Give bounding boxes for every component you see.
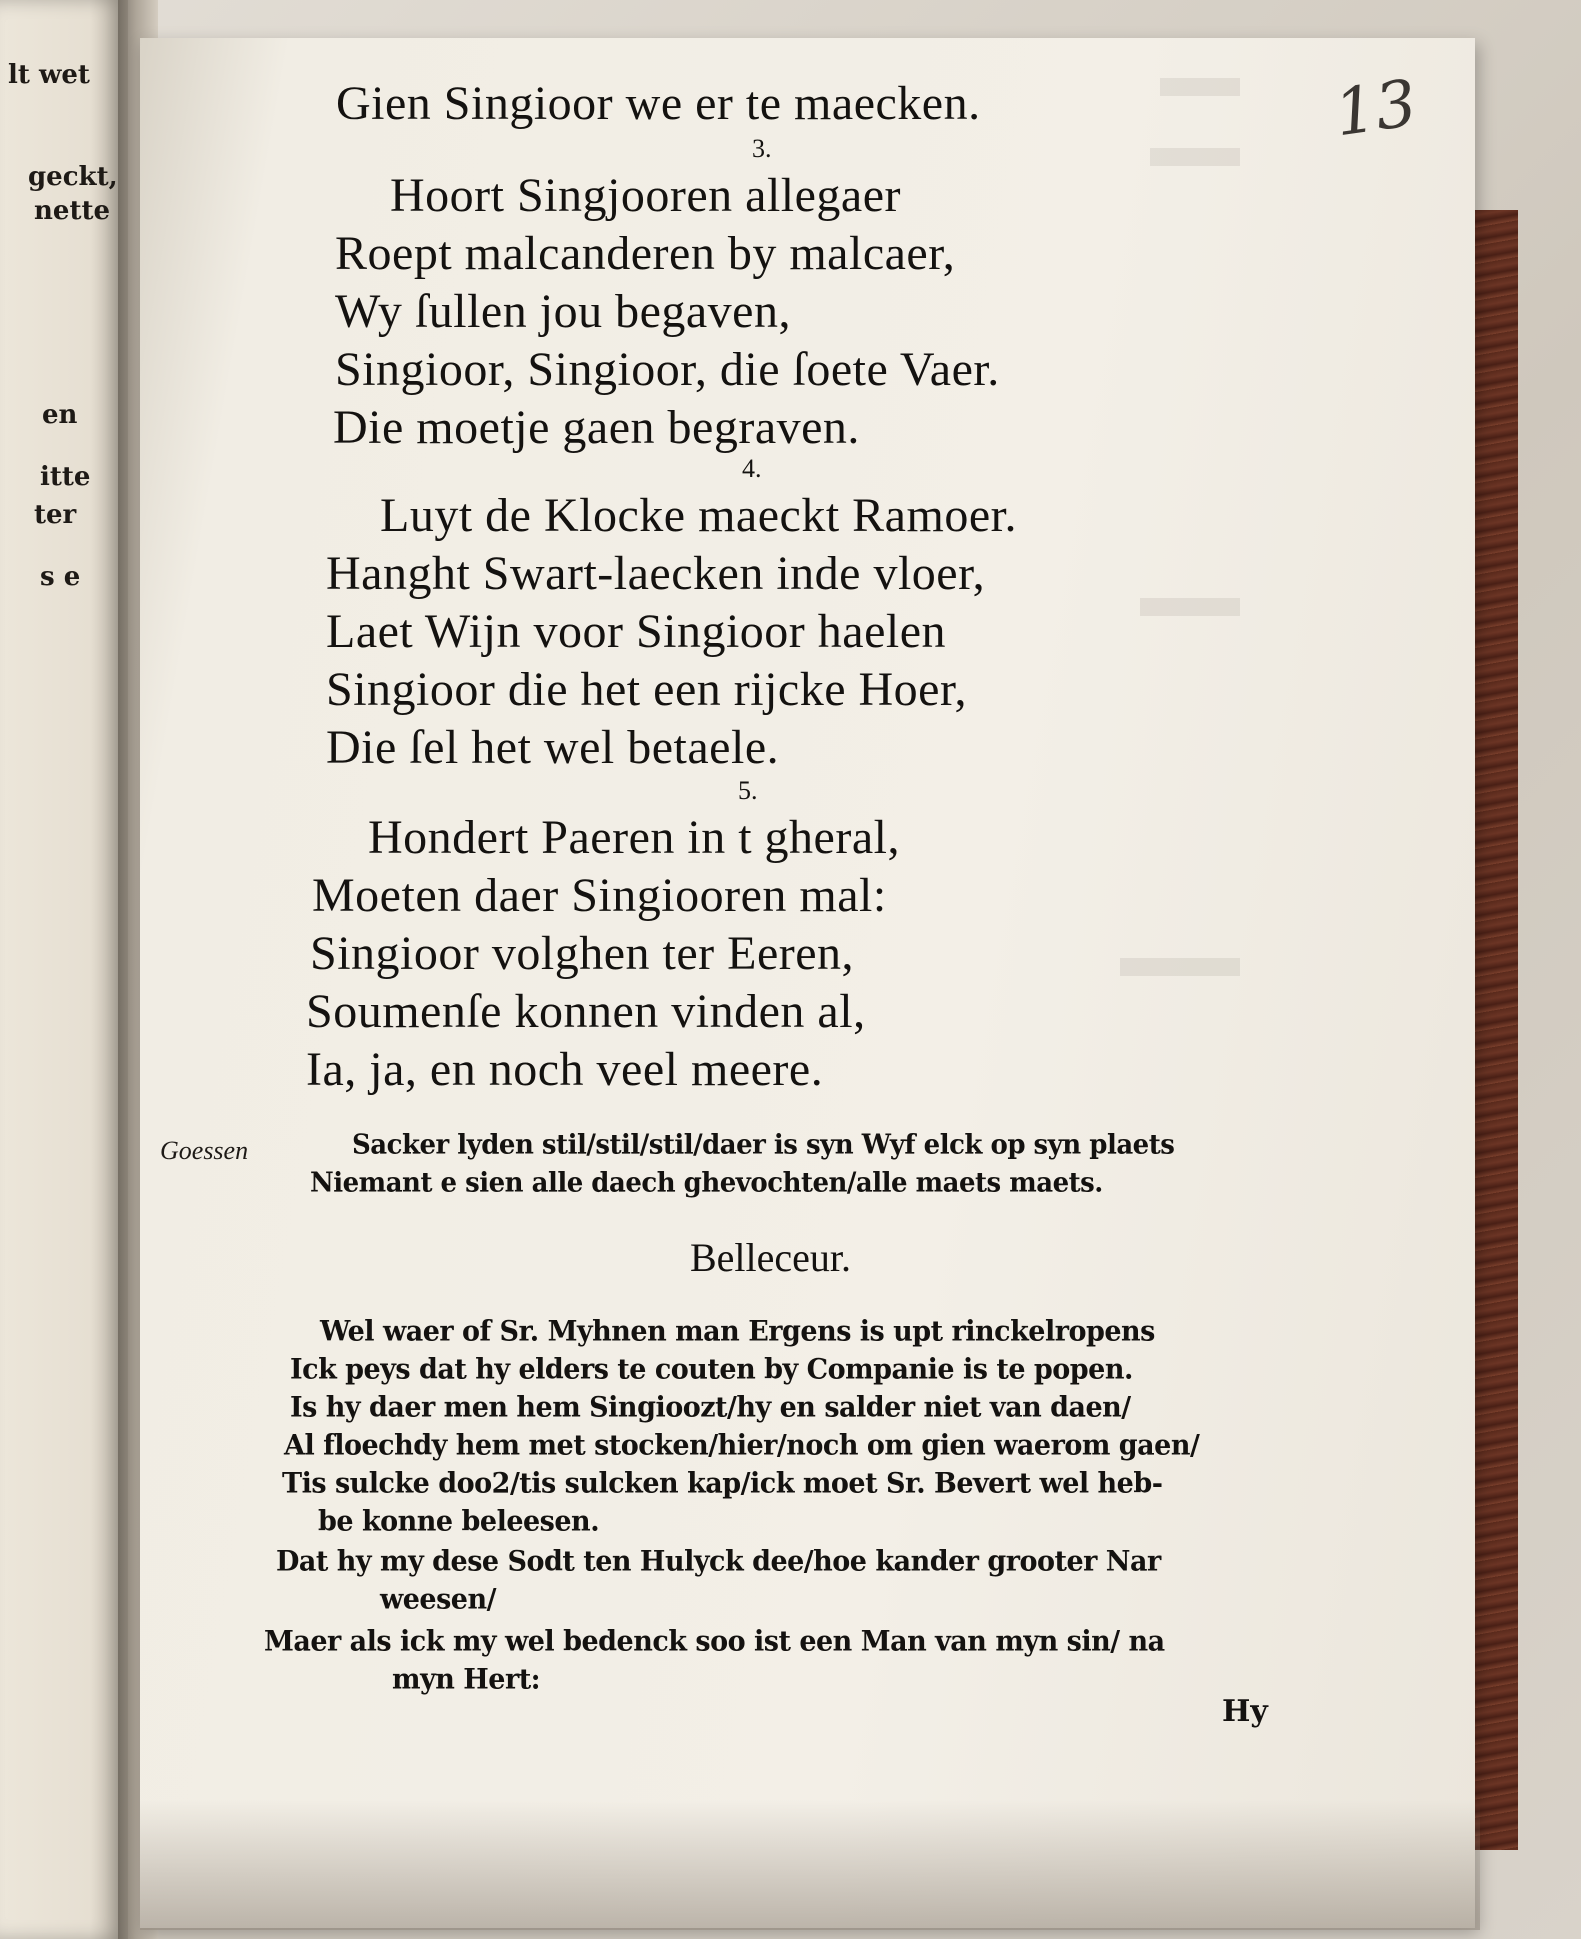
speech-line: Maer als ick my wel bedenck soo ist een Man van myn sin/ na bbox=[264, 1625, 1165, 1658]
show-through-smudge bbox=[1140, 598, 1240, 616]
speech-line: Niemant e sien alle daech ghevochten/alle maets maets. bbox=[310, 1167, 1103, 1199]
speech-line: Sacker lyden stil/stil/stil/daer is syn Wyf elck op syn plaets bbox=[352, 1129, 1175, 1161]
verse-line: Luyt de Klocke maeckt Ramoer. bbox=[380, 489, 1017, 542]
speech-line: weesen/ bbox=[380, 1583, 496, 1616]
speaker-heading: Belleceur. bbox=[690, 1235, 852, 1280]
verse-line: Singioor volghen ter Eeren, bbox=[310, 927, 855, 980]
show-through-smudge bbox=[1120, 958, 1240, 976]
verse-line: Hanght Swart-laecken inde vloer, bbox=[326, 547, 986, 600]
show-through-smudge bbox=[1150, 148, 1240, 166]
stanza-number: 3. bbox=[752, 134, 772, 163]
speaker-name: Goessen bbox=[160, 1136, 249, 1165]
left-facing-page bbox=[0, 0, 128, 1939]
speech-line: Wel waer of Sr. Myhnen man Ergens is upt rinckelropens bbox=[320, 1315, 1155, 1348]
catchword: Hy bbox=[1222, 1694, 1268, 1729]
speech-line: Al floechdy hem met stocken/hier/noch om gien waerom gaen/ bbox=[284, 1429, 1200, 1462]
verse-line: Die ſel het wel betaele. bbox=[326, 721, 780, 774]
stanza-number: 4. bbox=[742, 454, 762, 483]
opening-line: Gien Singioor we er te maecken. bbox=[336, 77, 981, 130]
verse-line: Soumenſe konnen vinden al, bbox=[306, 985, 866, 1038]
verse-line: Wy ſullen jou begaven, bbox=[335, 285, 791, 338]
leather-cover-edge bbox=[1468, 210, 1518, 1850]
stanza-number: 5. bbox=[738, 776, 758, 805]
page-bottom-shadow bbox=[140, 1800, 1480, 1930]
speech-line: Ick peys dat hy elders te couten by Companie is te popen. bbox=[290, 1353, 1133, 1386]
speech-line: Is hy daer men hem Singioozt/hy en salder niet van daen/ bbox=[290, 1391, 1131, 1424]
left-page-fragment: ter bbox=[34, 500, 77, 530]
verse-line: Die moetje gaen begraven. bbox=[333, 401, 860, 454]
left-page-fragment: itte bbox=[40, 462, 91, 492]
speech-line: Dat hy my dese Sodt ten Hulyck dee/hoe kander grooter Nar bbox=[276, 1545, 1161, 1578]
speech-line: myn Hert: bbox=[392, 1663, 541, 1696]
verse-line: Moeten daer Singiooren mal: bbox=[312, 869, 887, 922]
speech-line: Tis sulcke doo2/tis sulcken kap/ick moet Sr. Bevert wel heb- bbox=[282, 1467, 1163, 1500]
show-through-smudge bbox=[1160, 78, 1240, 96]
verse-line: Ia, ja, en noch veel meere. bbox=[306, 1043, 824, 1096]
verse-line: Hondert Paeren in t gheral, bbox=[368, 811, 900, 864]
left-page-fragment: geckt, bbox=[28, 162, 118, 192]
verse-line: Singioor, Singioor, die ſoete Vaer. bbox=[335, 343, 1000, 396]
left-page-fragment: nette bbox=[34, 196, 111, 226]
speech-line: be konne beleesen. bbox=[318, 1505, 600, 1538]
verse-line: Laet Wijn voor Singioor haelen bbox=[326, 605, 947, 658]
left-page-fragment: en bbox=[42, 400, 78, 430]
verse-line: Singioor die het een rijcke Hoer, bbox=[326, 663, 968, 716]
left-page-fragment: lt wet bbox=[8, 60, 90, 90]
page-number: 13 bbox=[1330, 66, 1422, 152]
left-page-fragment: s e bbox=[40, 562, 81, 592]
verse-line: Roept malcanderen by malcaer, bbox=[335, 227, 956, 280]
verse-line: Hoort Singjooren allegaer bbox=[390, 169, 902, 222]
